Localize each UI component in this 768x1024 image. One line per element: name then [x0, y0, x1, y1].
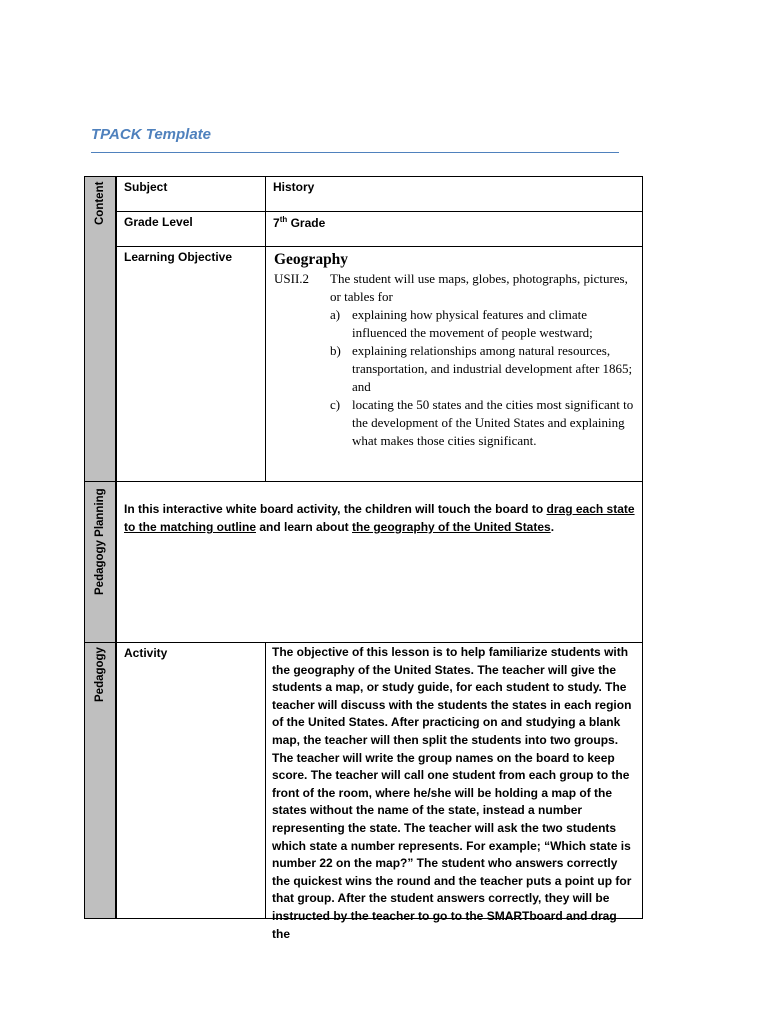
activity-label-cell [116, 642, 266, 919]
standard-code: USII.2 [274, 271, 310, 286]
list-marker: a) [330, 307, 341, 322]
subject-label: Subject [124, 180, 168, 194]
tpack-table [116, 176, 643, 941]
activity-value-cell [265, 642, 643, 941]
subject-label-cell [116, 176, 266, 212]
subject-value: History [273, 180, 315, 194]
grade-value-cell [265, 211, 643, 247]
grade-value-number: 7 [273, 216, 280, 230]
list-item [330, 306, 634, 342]
subject-value-cell [265, 176, 643, 212]
list-marker: b) [330, 343, 341, 358]
section-label-pedagogy: Pedagogy [94, 647, 106, 702]
grade-label-cell [116, 211, 266, 247]
planning-link-drag-states: drag each state to the matching outline [124, 502, 635, 534]
planning-link-geography: the geography of the United States [352, 520, 551, 534]
planning-text-part3: . [550, 520, 555, 534]
grade-value-suffix: th [279, 215, 288, 224]
objective-value-cell [265, 246, 643, 482]
list-item-text: explaining how physical features and climate influenced the movement of people westward; [352, 307, 593, 340]
standard-statement [274, 270, 634, 306]
objective-list [274, 306, 634, 450]
list-item-text: explaining relationships among natural resources, transportation, and industrial development after 1865; and [352, 343, 633, 394]
list-item [330, 396, 634, 450]
planning-text-part1: In this interactive white board activity, the children will touch the board to [124, 502, 547, 516]
grade-value-text: Grade [287, 216, 326, 230]
list-marker: c) [330, 397, 341, 412]
objective-label-cell [116, 246, 266, 482]
section-label-content: Content [94, 181, 106, 225]
objective-label: Learning Objective [124, 250, 233, 264]
objective-heading: Geography [274, 251, 349, 268]
list-item [330, 342, 634, 396]
section-bar-content [84, 176, 116, 482]
title-divider [91, 152, 619, 153]
activity-description: The objective of this lesson is to help familiarize students with the geography of the United States. The teacher will give the students a map, or study guide, for each student to study. The teacher will discuss with the students the states in each region of the United States. After practicing on and studying a blank map, the teacher will then split the students into two groups. The teacher will write the group names on the board to keep score. The teacher will call one student from each group to the front of the room, where he/she will be holding a map of the states without the name of the state, instead a number representing the state. The teacher will ask the two students which state a number represents. For example; “Which state is number 22 on the map?” The student who answers correctly the quickest wins the round and the teacher puts a point up for that group. After the student answers correctly, they will be instructed by the teacher to go to the SMARTboard and drag the [272, 645, 632, 941]
planning-cell [116, 481, 643, 643]
activity-label: Activity [124, 646, 168, 660]
grade-label: Grade Level [124, 215, 193, 229]
planning-text-part2: and learn about [256, 520, 353, 534]
planning-text [124, 500, 635, 536]
standard-intro: The student will use maps, globes, photographs, pictures, or tables for [330, 271, 628, 304]
section-bar-pedagogy-planning [84, 481, 116, 643]
list-item-text: locating the 50 states and the cities most significant to the development of the United States and explaining what makes those cities significant. [352, 397, 634, 448]
document-title: TPACK Template [91, 126, 212, 143]
section-bar-pedagogy [84, 642, 116, 919]
section-label-pedagogy-planning: Pedagogy Planning [94, 488, 106, 595]
